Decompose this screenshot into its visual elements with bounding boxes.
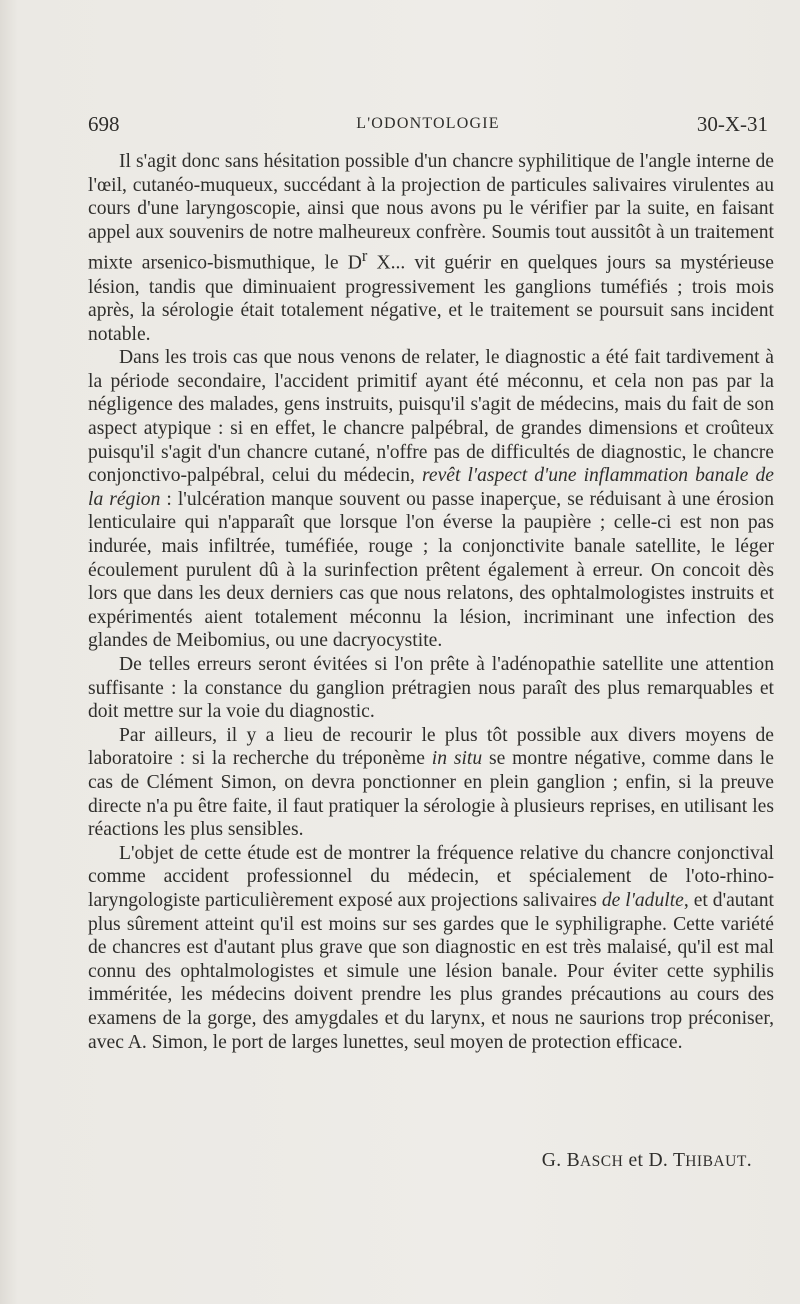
paragraph-2-text-b: : l'ulcération manque souvent ou passe inaperçue, se réduisant à une érosion lenticulaire qui n'apparaît que lorsque l'on éverse la paupière ; celle-ci est non pas indurée, mais infiltrée, tuméfiée, rouge ; la conjonctivite banale satellite, le léger écoulement purulent dû à la surinfection prêtent également à erreur. On concoit dès lors que dans les deux derniers cas que nous relatons, des ophtalmologistes instruits et expérimentés aient totalement méconnu la lésion, incriminant une infection des glandes de Meibomius, ou une dacryocystite. (88, 488, 775, 652)
paragraph-5-text-b: , et d'autant plus sûrement atteint qu'il est moins sur ses gardes que le syphiligraphe. Cette variété de chancres est d'autant plus grave que son diagnostic en est très malaisé, qu'il est mal connu des ophtalmologistes et simule une lésion banale. Pour éviter cette syphilis imméritée, les médecins doivent prendre les plus grandes précautions au cours des examens de la gorge, des amygdales et du larynx, et nous ne saurions trop préconiser, avec A. Simon, le port de larges lunettes, seul moyen de protection efficace. (88, 889, 774, 1053)
page-header (88, 112, 768, 142)
issue-date: 30-X-31 (696, 112, 768, 136)
paragraph-4-text-a: Par ailleurs, il y a lieu de recourir le plus tôt possible aux divers moyens de laboratoire : si la recherche du tréponème (88, 724, 774, 770)
author-1-surname: ASCH (579, 1153, 624, 1170)
author-2-surname: HIBAUT (685, 1153, 747, 1170)
paragraph-4 (88, 724, 774, 842)
page-number: 698 (88, 112, 120, 136)
author-1-initial: G. B (541, 1150, 580, 1171)
signature-conjunction: et (623, 1150, 649, 1171)
signature-end: . (746, 1150, 752, 1171)
paragraph-3-text: De telles erreurs seront évitées si l'on prête à l'adénopathie satellite une attention suffisante : la constance du ganglion prétragien nous paraît des plus remarquables et doit mettre sur la voie du diagnostic. (88, 654, 774, 723)
paragraph-1-text-b: X... vit guérir en quelques jours sa mystérieuse lésion, tandis que diminuaient progressivement les ganglions tuméfiés ; trois mois après, la sérologie était totalement négative, et le traitement se poursuit sans incident notable. (88, 252, 774, 345)
paragraph-2-italic: revêt l'aspect d'une inflammation banale de la région (88, 465, 775, 510)
article-body (88, 150, 774, 1054)
author-2-initial: D. T (648, 1150, 686, 1171)
paragraph-5 (88, 842, 774, 1054)
paragraph-1-text-a: Il s'agit donc sans hésitation possible d'un chancre syphilitique de l'angle interne de l'œil, cutanéo-muqueux, succédant à la projection de particules salivaires virulentes au cours d'une laryngoscopie, ainsi que nous avons pu le vérifier par la suite, en faisant appel aux souvenirs de notre malheureux confrère. Soumis tout aussitôt à un traitement mixte arsenico-bismuthique, le D (88, 151, 774, 274)
paragraph-4-text-b: se montre négative, comme dans le cas de Clément Simon, on devra ponctionner en plein ganglion ; enfin, si la preuve directe n'a pu être faite, il faut pratiquer la sérologie à plusieurs reprises, en utilisant les réactions les plus sensibles. (88, 748, 774, 841)
paragraph-5-italic: de l'adulte (601, 889, 684, 911)
doctor-superscript: r (361, 246, 368, 266)
paragraph-2-text-a: Dans les trois cas que nous venons de relater, le diagnostic a été fait tardivement à la période secondaire, l'accident primitif ayant été méconnu, et cela non pas par la négligence des malades, gens instruits, puisqu'il s'agit de médecins, mais du fait de son aspect atypique : si en effet, le chancre palpébral, de grandes dimensions et croûteux puisqu'il s'agit d'un chancre cutané, n'offre pas de difficultés de diagnostic, le chancre conjonctivo-palpébral, celui du médecin, (88, 347, 774, 487)
paragraph-1 (88, 150, 774, 346)
paragraph-2 (88, 346, 774, 653)
paragraph-3 (88, 653, 774, 724)
paragraph-5-text-a: L'objet de cette étude est de montrer la fréquence relative du chancre conjonctival comme accident professionnel du médecin, et spécialement de l'oto-rhino-laryngologiste particulièrement exposé aux projections salivaires (88, 842, 774, 911)
paragraph-4-italic: in situ (431, 748, 483, 770)
journal-title: L'ODONTOLOGIE (356, 115, 500, 132)
authors-signature (542, 1150, 752, 1172)
